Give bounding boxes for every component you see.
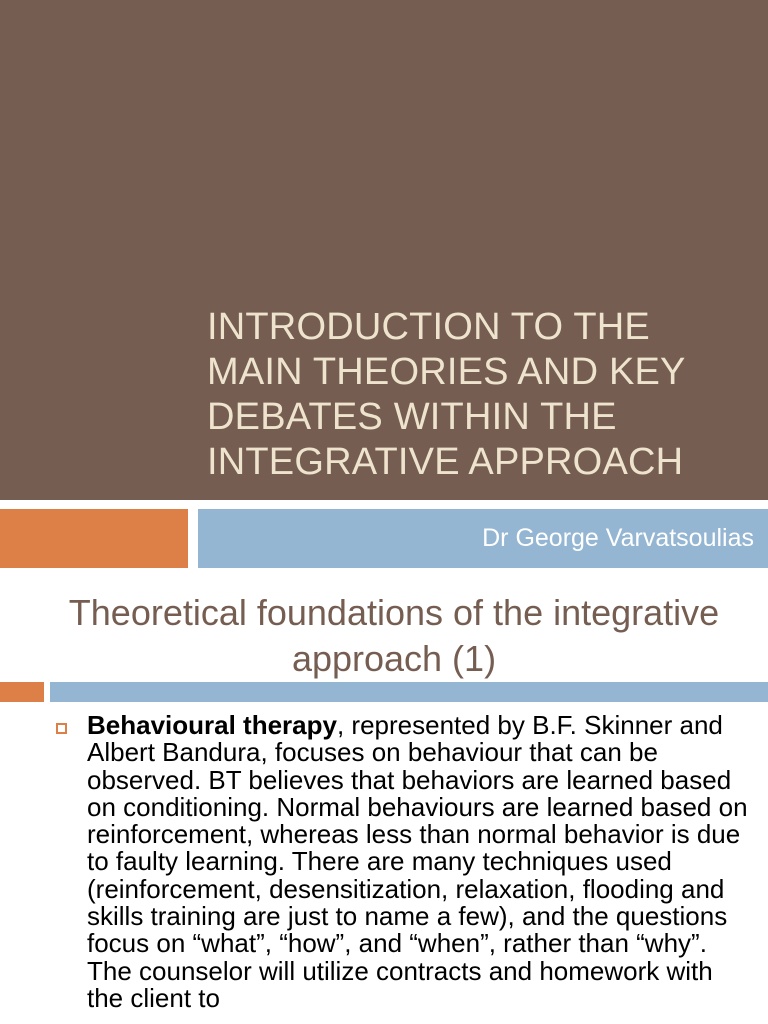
content-slide	[0, 570, 768, 1024]
accent-bar-orange	[0, 682, 44, 702]
bullet-item	[56, 712, 756, 1012]
hollow-square-bullet-icon	[56, 723, 67, 734]
slide-title: Theoretical foundations of the integrative approach (1)	[68, 592, 720, 679]
bullet-paragraph	[56, 712, 756, 1012]
author-subtitle: Dr George Varvatsoulias	[482, 524, 754, 552]
presentation-title: INTRODUCTION TO THE MAIN THEORIES AND KEY DEBATES WITHIN THE INTEGRATIVE APPROACH	[207, 306, 685, 483]
accent-bar-blue	[50, 682, 768, 702]
title-band	[0, 0, 768, 500]
bullet-term: Behavioural therapy	[87, 710, 337, 740]
accent-bar-orange	[0, 509, 188, 568]
bullet-body: , represented by B.F. Skinner and Albert Bandura, focuses on behaviour that can be observed. BT believes that behaviors are learned based on conditioning. Normal behaviours are learned based on reinforcement, whereas less than normal behavior is due to faulty learning. There are many techniques used (reinforcement, desensitization, relaxation, flooding and skills training are just to name a few), and the questions focus on “what”, “how”, and “when”, rather than “why”. The counselor will utilize contracts and homework with the client to	[87, 710, 748, 1013]
